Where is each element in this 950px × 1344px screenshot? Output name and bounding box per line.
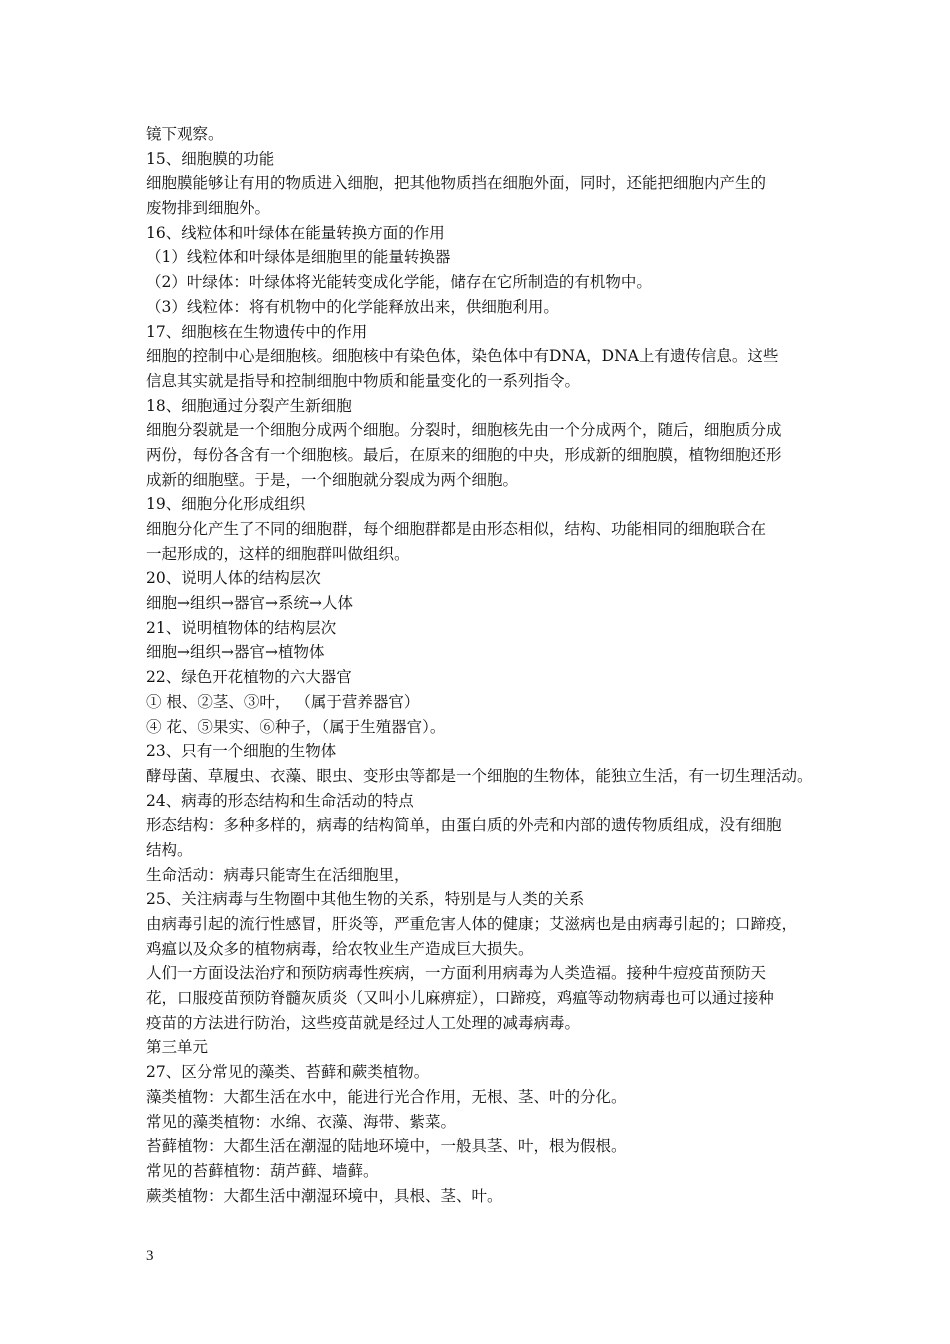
page-content [146,122,826,1208]
text-line: 细胞分化产生了不同的细胞群，每个细胞群都是由形态相似，结构、功能相同的细胞联合在 [146,520,767,538]
text-line: 一起形成的，这样的细胞群叫做组织。 [146,544,410,563]
text-line: 细胞膜能够让有用的物质进入细胞，把其他物质挡在细胞外面，同时，还能把细胞内产生的 [146,174,767,193]
text-line: 结构。 [146,840,193,859]
text-line: 常见的藻类植物：水绵、衣藻、海带、紫菜。 [146,1112,457,1131]
text-line: 信息其实就是指导和控制细胞中物质和能量变化的一系列指令。 [146,371,581,390]
text-line: 疫苗的方法进行防治，这些疫苗就是经过人工处理的减毒病毒。 [146,1013,581,1032]
text-line: 17、细胞核在生物遗传中的作用 [146,322,368,341]
text-line: 成新的细胞壁。于是，一个细胞就分裂成为两个细胞。 [146,470,519,489]
text-line: 18、细胞通过分裂产生新细胞 [146,396,352,415]
text-line: 19、细胞分化形成组织 [146,495,306,514]
text-line: 废物排到细胞外。 [146,199,271,218]
text-line: 生命活动：病毒只能寄生在活细胞里， [146,865,410,884]
text-line: 苔藓植物：大都生活在潮湿的陆地环境中，一般具茎、叶，根为假根。 [146,1137,627,1156]
text-line: 由病毒引起的流行性感冒，肝炎等，严重危害人体的健康；艾滋病也是由病毒引起的；口蹄疫， [146,915,798,933]
text-line: 常见的苔藓植物：葫芦藓、墙藓。 [146,1161,379,1180]
text-line: 第三单元 [146,1038,209,1057]
text-line: 24、病毒的形态结构和生命活动的特点 [146,791,414,810]
text-line: 25、关注病毒与生物圈中其他生物的关系，特别是与人类的关系 [146,890,585,909]
text-line: 15、细胞膜的功能 [146,149,275,168]
text-line: ④ 花、⑤果实、⑥种子，（属于生殖器官）。 [146,717,446,736]
text-line: 细胞→组织→器官→植物体 [146,643,325,662]
text-line: 23、只有一个细胞的生物体 [146,742,337,761]
text-line: ① 根、②茎、③叶， （属于营养器官） [146,692,420,711]
text-line: （2）叶绿体：叶绿体将光能转变成化学能，储存在它所制造的有机物中。 [146,273,652,292]
text-line: （1）线粒体和叶绿体是细胞里的能量转换器 [146,248,451,267]
text-line: 细胞→组织→器官→系统→人体 [146,594,353,613]
text-line: 酵母菌、草履虫、衣藻、眼虫、变形虫等都是一个细胞的生物体，能独立生活，有一切生理活动。 [146,766,813,785]
text-line: （3）线粒体：将有机物中的化学能释放出来，供细胞利用。 [146,297,559,316]
text-line: 20、说明人体的结构层次 [146,569,321,588]
text-line: 16、线粒体和叶绿体在能量转换方面的作用 [146,223,445,242]
text-line: 藻类植物：大都生活在水中，能进行光合作用，无根、茎、叶的分化。 [146,1087,627,1106]
text-line: 人们一方面设法治疗和预防病毒性疾病，一方面利用病毒为人类造福。接种牛痘疫苗预防天 [146,964,767,983]
text-line: 镜下观察。 [146,125,224,143]
text-line: 22、绿色开花植物的六大器官 [146,668,352,687]
text-line: 27、区分常见的藻类、苔藓和蕨类植物。 [146,1063,430,1082]
text-line: 蕨类植物：大都生活中潮湿环境中，具根、茎、叶。 [146,1186,503,1205]
text-line: 细胞分裂就是一个细胞分成两个细胞。分裂时，细胞核先由一个分成两个，随后，细胞质分成 [146,421,782,440]
text-line: 21、说明植物体的结构层次 [146,618,337,637]
text-line: 花，口服疫苗预防脊髓灰质炎（又叫小儿麻痹症），口蹄疫，鸡瘟等动物病毒也可以通过接种 [146,989,774,1008]
text-line: 形态结构：多种多样的，病毒的结构简单，由蛋白质的外壳和内部的遗传物质组成，没有细胞 [146,816,782,835]
page-number: 3 [146,1248,154,1264]
text-line: 鸡瘟以及众多的植物病毒，给农牧业生产造成巨大损失。 [146,939,534,958]
text-line: 细胞的控制中心是细胞核。细胞核中有染色体，染色体中有DNA，DNA上有遗传信息。这些 [146,347,779,366]
text-line: 两份，每份各含有一个细胞核。最后，在原来的细胞的中央，形成新的细胞膜，植物细胞还形 [146,445,782,464]
